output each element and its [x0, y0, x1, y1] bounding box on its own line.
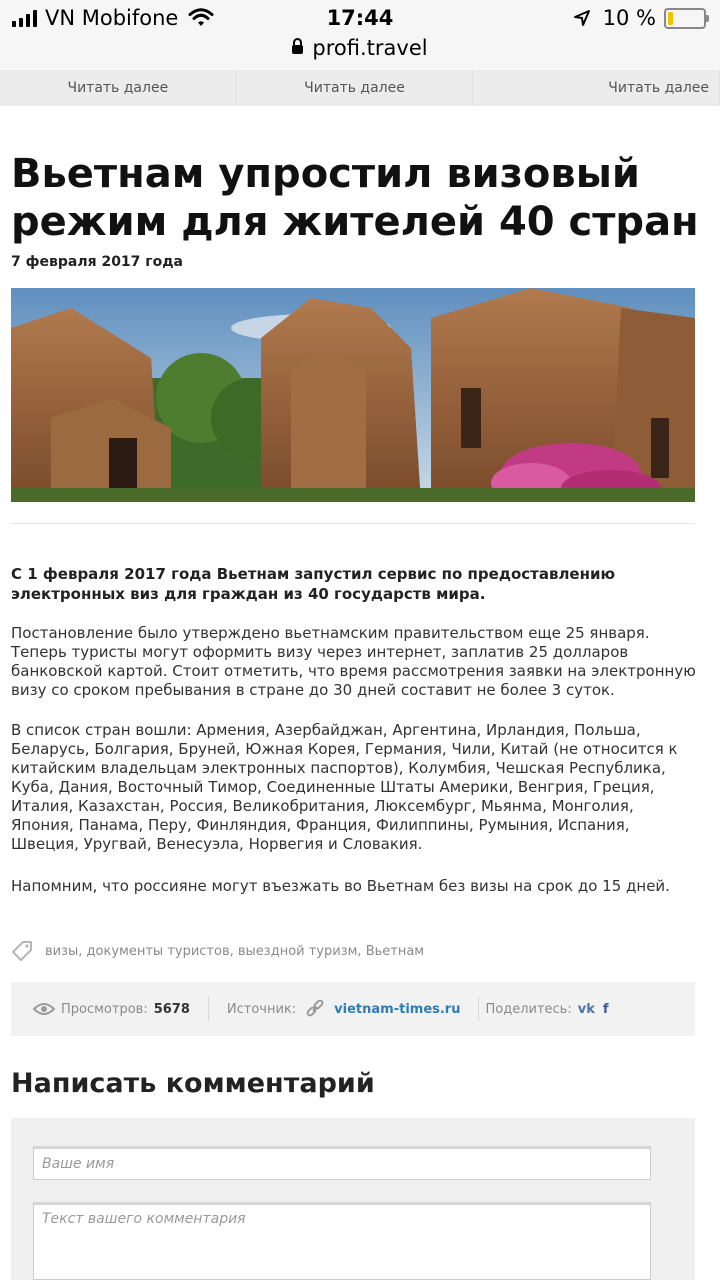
status-bar [0, 0, 720, 70]
battery-info [573, 6, 706, 30]
tags-row [11, 940, 424, 962]
lock-icon [292, 45, 303, 54]
comment-textarea[interactable] [33, 1202, 651, 1280]
divider [11, 523, 695, 524]
location-arrow-icon [573, 9, 591, 27]
article-lead: С 1 февраля 2017 года Вьетнам запустил сервис по предоставлению электронных виз для граждан из 40 государств мира. [11, 565, 616, 603]
tags-list[interactable]: визы, документы туристов, выездной туризм, Вьетнам [45, 943, 425, 959]
views-count: 5678 [153, 1001, 190, 1017]
article-title: Вьетнам упростил визовый режим для жителей 40 стран [11, 151, 699, 245]
article-paragraph: Напомним, что россияне могут въезжать во Вьетнам без визы на срок до 15 дней. [11, 877, 670, 895]
source-label: Источник: [226, 1001, 297, 1017]
views-counter [11, 1002, 190, 1017]
eye-icon [33, 1002, 55, 1016]
source-link[interactable]: vietnam-times.ru [334, 1001, 461, 1017]
vk-icon[interactable]: vk [577, 1001, 595, 1017]
source-info [227, 1000, 461, 1018]
meta-separator [478, 997, 479, 1021]
tag-icon [11, 940, 33, 962]
clock: 17:44 [326, 6, 394, 30]
article-meta-bar [11, 982, 695, 1036]
article-paragraph: Постановление было утверждено вьетнамским правительством еще 25 января. Теперь туристы могут оформить визу через интернет, заплатив 25 долларов банковской картой. Стоит отметить, что время рассмотрения заявки на электронную визу со сроком пребывания в стране до 30 дней составит не более 3 суток. [11, 624, 696, 699]
facebook-icon[interactable]: f [602, 1001, 609, 1017]
read-more-link[interactable]: Читать далее [237, 70, 474, 106]
read-more-link[interactable]: Читать далее [0, 70, 237, 106]
read-more-bar [0, 70, 720, 106]
article-paragraph: В список стран вошли: Армения, Азербайджан, Аргентина, Ирландия, Польша, Беларусь, Болгария, Бруней, Южная Корея, Германия, Чили, Китай (не относится к китайским владельцам электронных паспортов), Колумбия, Чешская Республика, Куба, Дания, Восточный Тимор, Соединенные Штаты Америки, Венгрия, Греция, Италия, Казахстан, Россия, Великобритания, Люксембург, Мьянма, Монголия, Япония, Панама, Перу, Финляндия, Франция, Филиппины, Румыния, Испания, Швеция, Уругвай, Венесуэла, Норвегия и Словакия. [11, 721, 678, 853]
link-icon [306, 1000, 324, 1018]
share-label: Поделитесь: [485, 1001, 572, 1017]
battery-icon [664, 8, 706, 29]
carrier-name: VN Mobifone [45, 6, 179, 30]
meta-separator [208, 997, 209, 1021]
views-label: Просмотров: [61, 1001, 148, 1017]
address-bar[interactable] [0, 36, 720, 60]
comment-heading: Написать комментарий [11, 1068, 375, 1099]
share-block [485, 1002, 608, 1017]
article-date: 7 февраля 2017 года [11, 254, 183, 270]
url-text: profi.travel [312, 36, 428, 60]
battery-percent: 10 % [602, 6, 656, 30]
name-input[interactable] [33, 1146, 651, 1180]
article-hero-image [11, 288, 695, 502]
read-more-link[interactable]: Читать далее [473, 70, 720, 106]
